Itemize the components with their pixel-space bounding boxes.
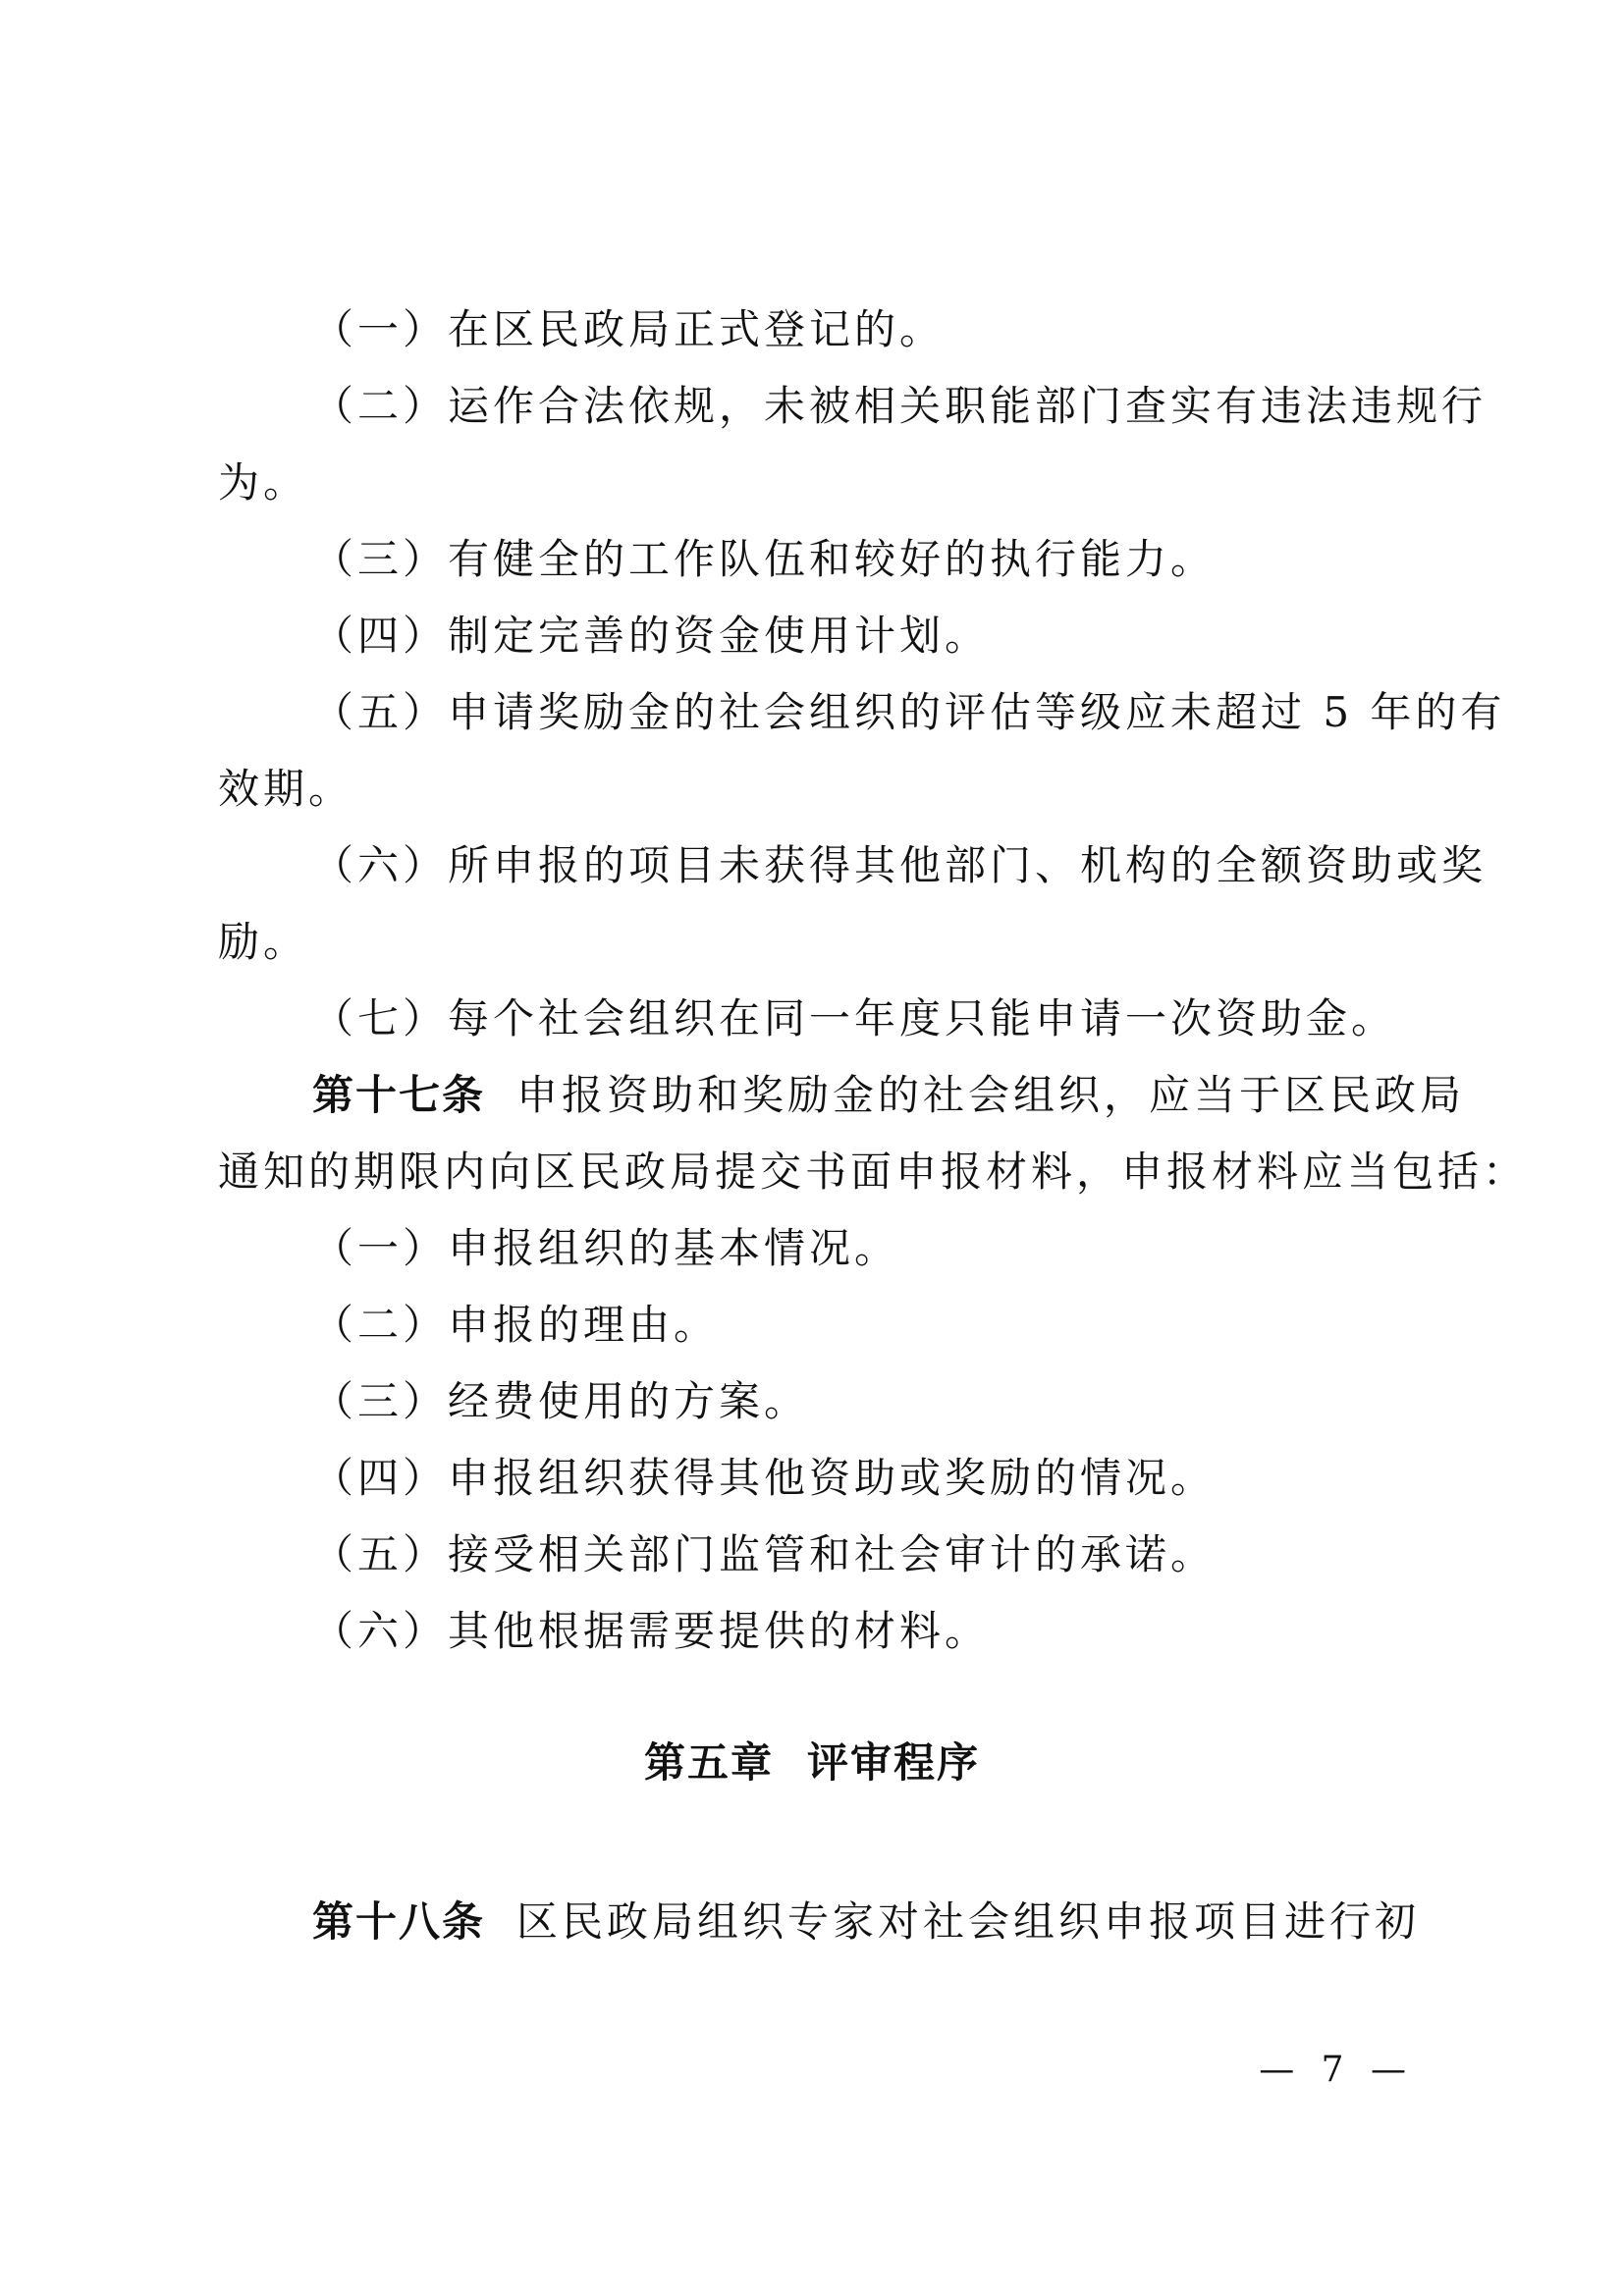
application-material-item-6: （六）其他根据需要提供的材料。: [312, 1607, 991, 1655]
application-material-item-5: （五）接受相关部门监管和社会审计的承诺。: [312, 1530, 1217, 1578]
article-18-label: 第十八条: [312, 1897, 486, 1946]
eligibility-item-3: （三）有健全的工作队伍和较好的执行能力。: [312, 535, 1217, 583]
application-material-item-4: （四）申报组织获得其他资助或奖励的情况。: [312, 1454, 1217, 1502]
eligibility-item-1: （一）在区民政局正式登记的。: [312, 305, 946, 353]
article-17-text-line-2: 通知的期限内向区民政局提交书面申报材料，申报材料应当包括：: [218, 1148, 1529, 1196]
application-material-item-1: （一）申报组织的基本情况。: [312, 1224, 900, 1272]
chapter-title: 评审程序: [807, 1738, 981, 1787]
eligibility-item-2-line-2: 为。: [218, 458, 309, 507]
eligibility-item-5-line-1: （五）申请奖励金的社会组织的评估等级应未超过 5 年的有: [312, 688, 1506, 736]
chapter-number: 第五章: [643, 1738, 774, 1787]
article-17-paragraph: [312, 1068, 1530, 1123]
application-material-item-2: （二）申报的理由。: [312, 1301, 720, 1349]
article-18-text: 区民政局组织专家对社会组织申报项目进行初: [516, 1897, 1421, 1946]
eligibility-item-6-line-1: （六）所申报的项目未获得其他部门、机构的全额资助或奖: [312, 841, 1488, 889]
page-number: — 7 —: [1259, 2050, 1414, 2090]
application-material-item-3: （三）经费使用的方案。: [312, 1377, 810, 1425]
eligibility-item-7: （七）每个社会组织在同一年度只能申请一次资助金。: [312, 994, 1397, 1042]
eligibility-item-5-line-2: 效期。: [218, 765, 354, 813]
eligibility-item-2-line-1: （二）运作合法依规，未被相关职能部门查实有违法违规行: [312, 382, 1488, 430]
chapter-heading: [0, 1735, 1624, 1790]
article-17-text-line-1: 申报资助和奖励金的社会组织，应当于区民政局: [516, 1071, 1466, 1119]
eligibility-item-4: （四）制定完善的资金使用计划。: [312, 612, 991, 660]
eligibility-item-6-line-2: 励。: [218, 918, 309, 966]
article-18-paragraph: [312, 1895, 1530, 1949]
article-17-label: 第十七条: [312, 1071, 486, 1119]
